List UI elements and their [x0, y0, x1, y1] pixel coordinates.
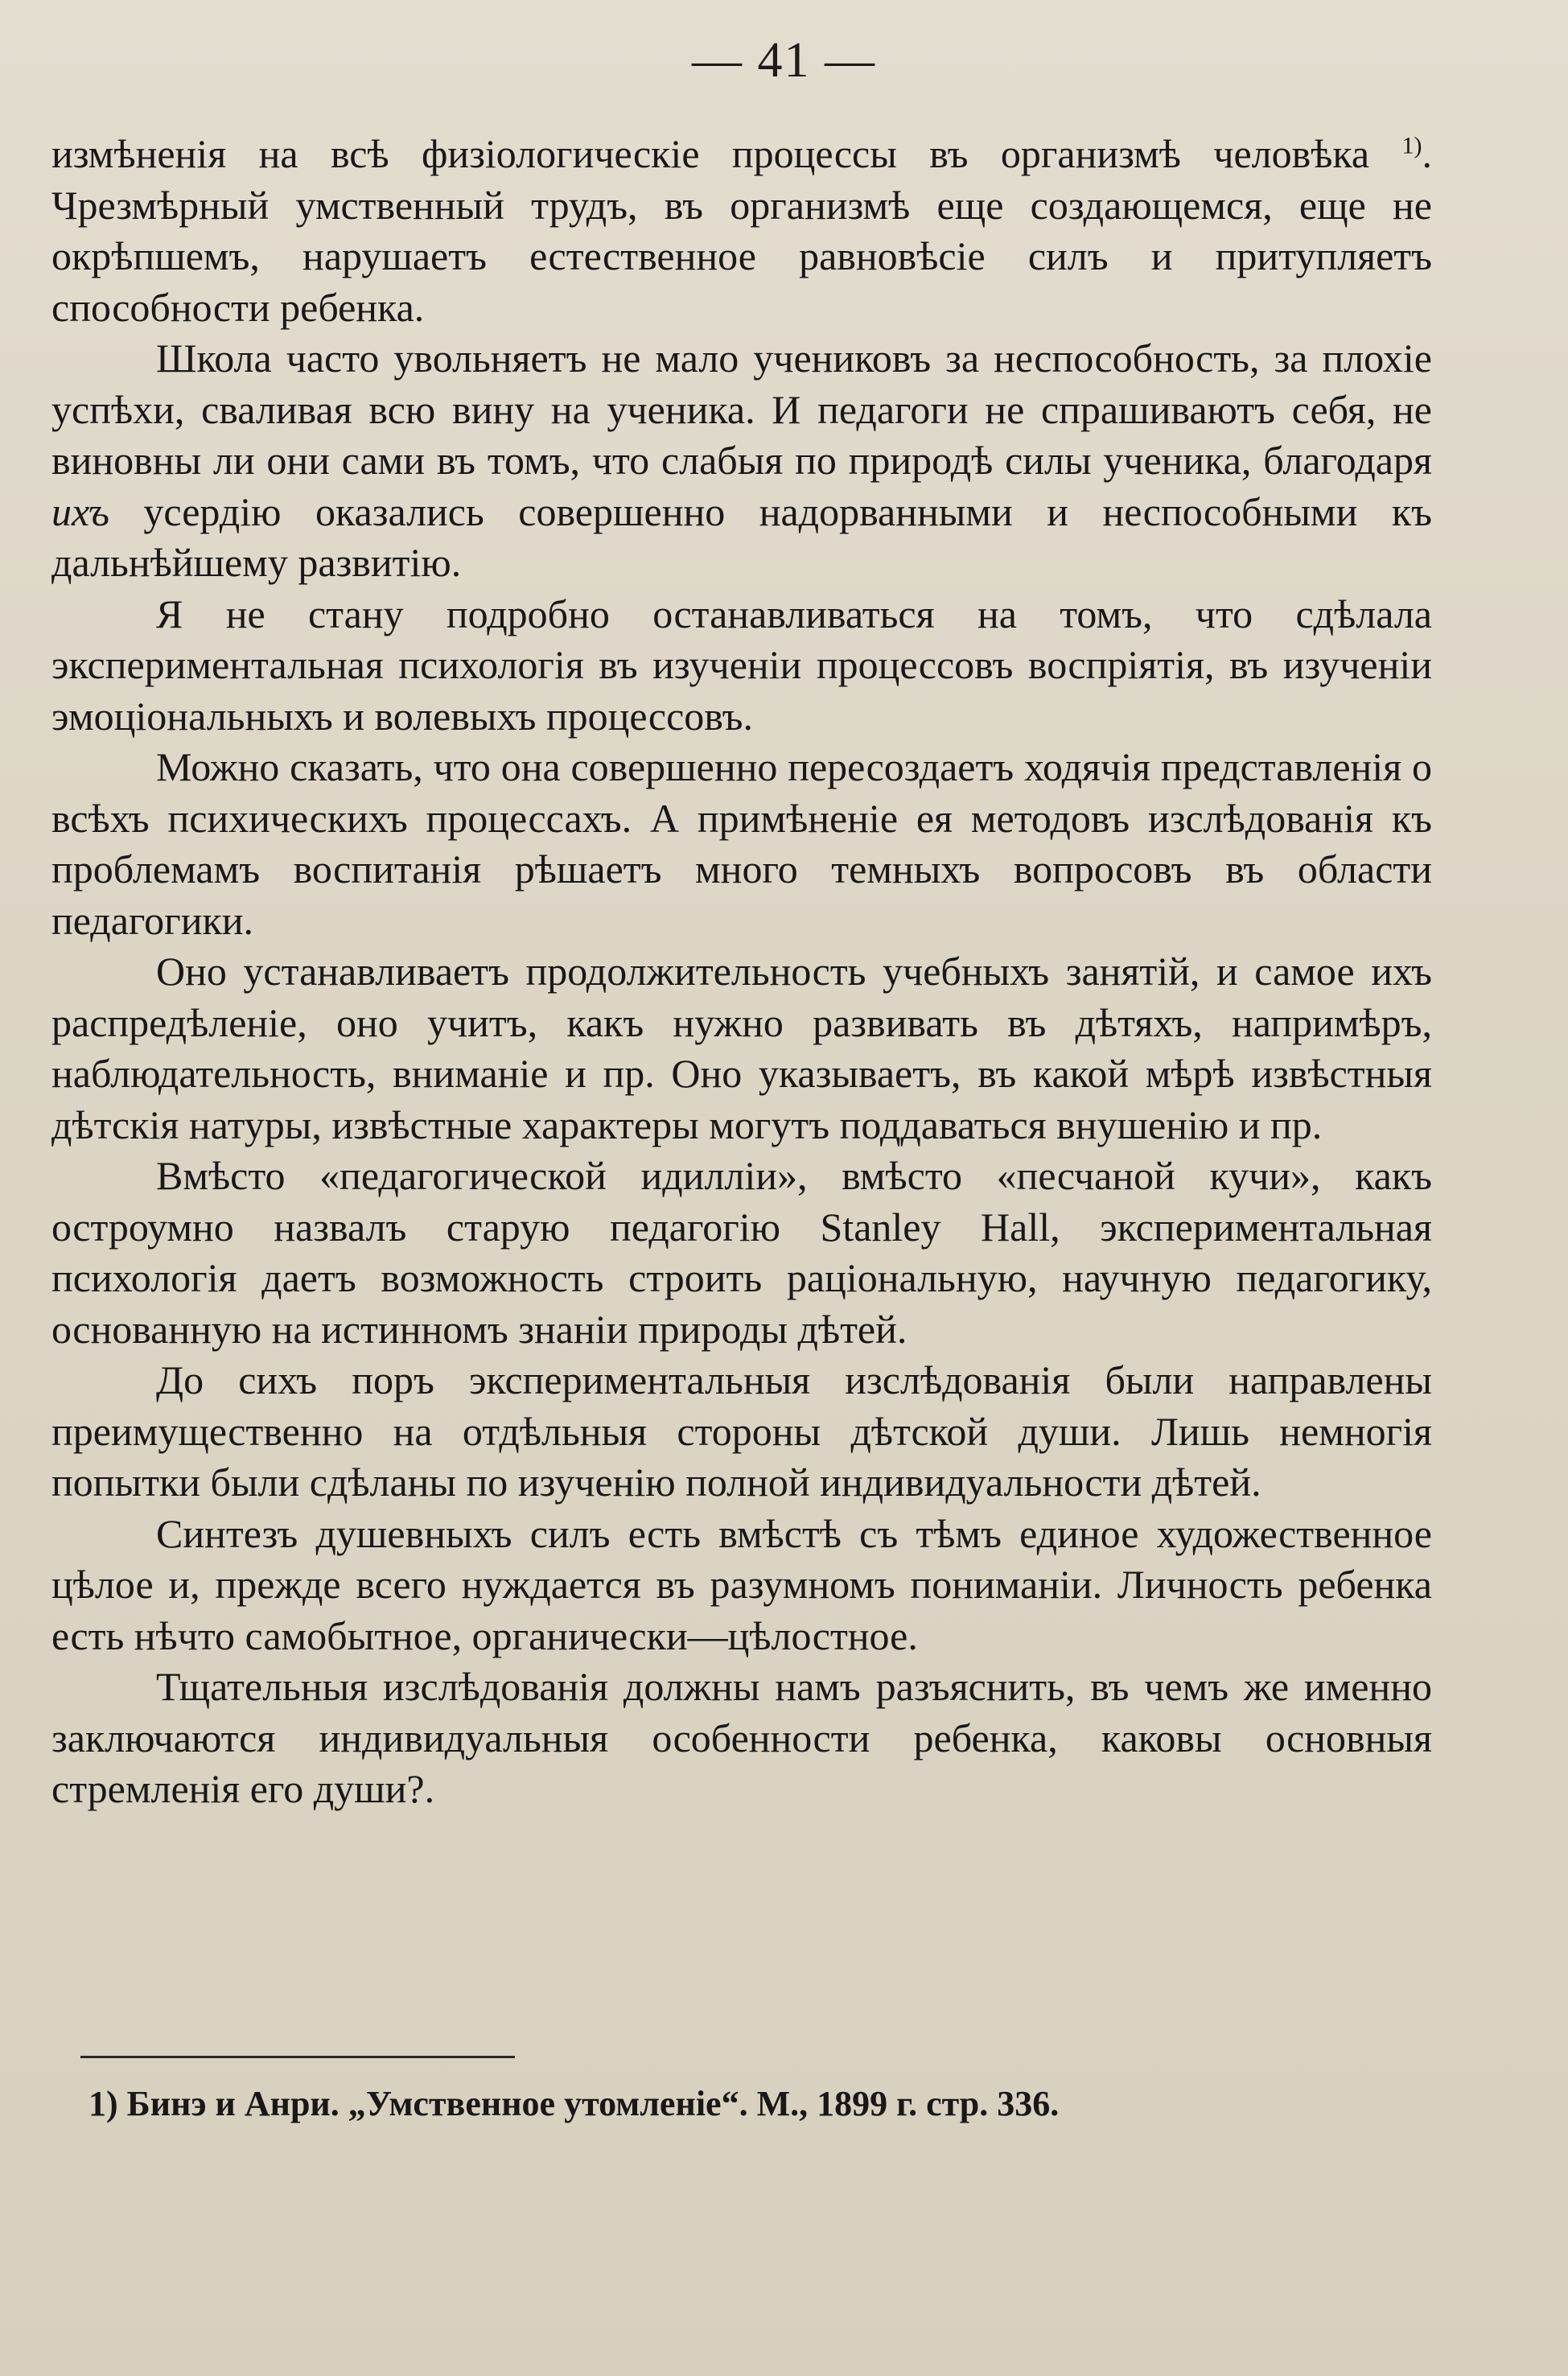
page-number: — 41 — [692, 33, 876, 88]
paragraph-1 [51, 129, 1432, 333]
paragraph-8: Синтезъ душевныхъ силъ есть вмѣстѣ съ тѣмъ единое художественное цѣлое и, прежде всего нуждается въ разумномъ пониманіи. Личность ребенка есть нѣчто самобытное, органически—цѣлостное. [51, 1510, 1432, 1658]
paragraph-1-text-b: . Чрезмѣрный умственный трудъ, въ организмѣ еще создающемся, еще не окрѣпшемъ, нарушаетъ естественное равновѣсіе силъ и притупляетъ способности ребенка. [51, 131, 1432, 330]
footnote-mark: 1) [88, 2084, 118, 2123]
footnote-reference[interactable]: 1) [1401, 132, 1422, 159]
body-text [51, 129, 1432, 1815]
paragraph-9: Тщательныя изслѣдованія должны намъ разъяснить, въ чемъ же именно заключаются индивидуальныя особенности ребенка, каковы основныя стремленія его души?. [51, 1664, 1432, 1811]
paragraph-2-text-b: усердію оказались совершенно надорванными и неспособными къ дальнѣйшему развитію. [51, 488, 1432, 585]
footnote-divider [80, 2056, 515, 2058]
paragraph-7: До сихъ поръ экспериментальныя изслѣдованія были направлены преимущественно на отдѣльныя стороны дѣтской души. Лишь немногія попытки были сдѣланы по изученію полной индивидуальности дѣтей. [51, 1357, 1432, 1505]
footnote [88, 2080, 1456, 2128]
paragraph-2-text-a: Школа часто увольняетъ не мало учениковъ за неспособность, за плохіе успѣхи, сваливая всю вину на ученика. И педагоги не спрашиваютъ себя, не виновны ли они сами въ томъ, что слабыя по природѣ силы ученика, благодаря [51, 336, 1432, 483]
paragraph-6: Вмѣсто «педагогической идилліи», вмѣсто «песчаной кучи», какъ остроумно назвалъ старую педагогію Stanley Hall, экспериментальная психологія даетъ возможность строить раціональную, научную педагогику, основанную на истинномъ знаніи природы дѣтей. [51, 1153, 1432, 1352]
footnote-text: Бинэ и Анри. „Умственное утомленіе“. М., 1899 г. стр. 336. [126, 2084, 1060, 2123]
paragraph-3: Я не стану подробно останавливаться на томъ, что сдѣлала экспериментальная психологія въ изученіи процессовъ воспріятія, въ изученіи эмоціональныхъ и волевыхъ процессовъ. [51, 591, 1432, 739]
paragraph-2-italic: ихъ [51, 488, 109, 534]
paragraph-1-text-a: измѣненія на всѣ физіологическіе процессы въ организмѣ человѣка [51, 131, 1370, 176]
paragraph-2 [51, 333, 1432, 589]
paragraph-4: Можно сказать, что она совершенно пересоздаетъ ходячія представленія о всѣхъ психическихъ процессахъ. А примѣненіе ея методовъ изслѣдованія къ проблемамъ воспитанія рѣшаетъ много темныхъ вопросовъ въ области педагогики. [51, 744, 1432, 943]
paragraph-5: Оно устанавливаетъ продолжительность учебныхъ занятій, и самое ихъ распредѣленіе, оно учитъ, какъ нужно развивать въ дѣтяхъ, напримѣръ, наблюдательность, вниманіе и пр. Оно указываетъ, въ какой мѣрѣ извѣстныя дѣтскія натуры, извѣстные характеры могутъ поддаваться внушенію и пр. [51, 949, 1432, 1147]
